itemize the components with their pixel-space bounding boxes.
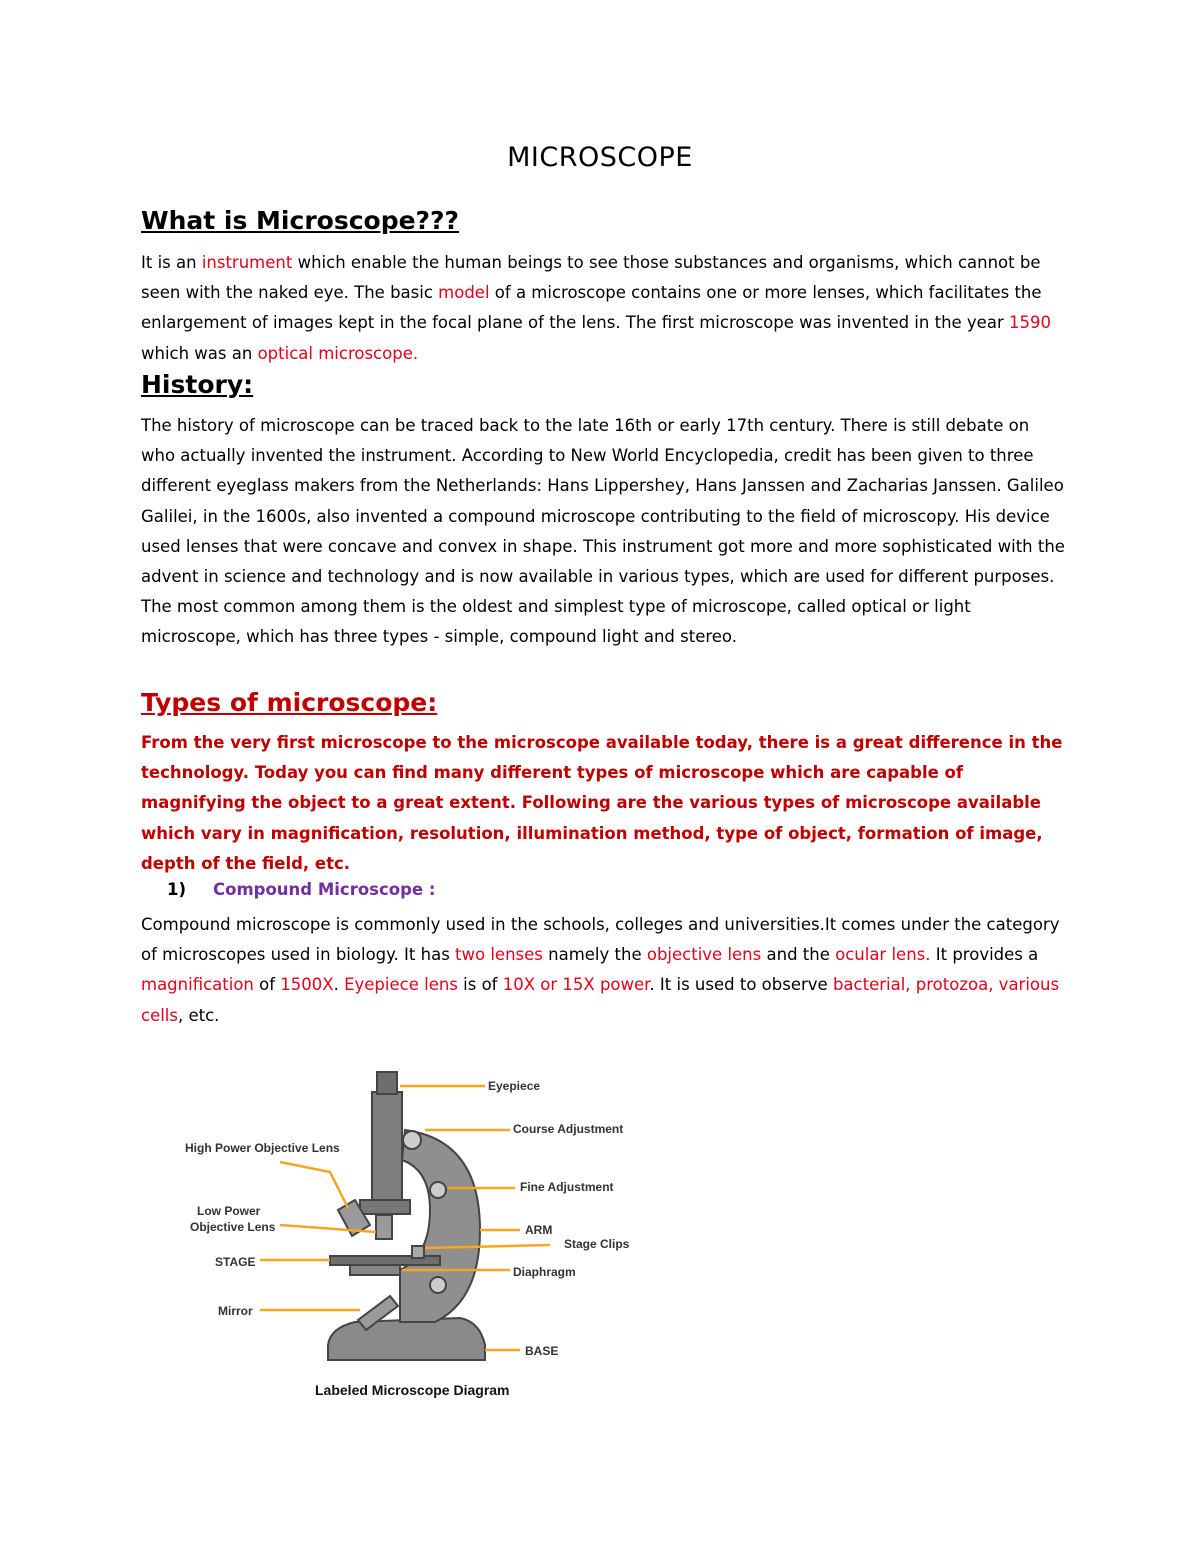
stage-clip-part — [412, 1246, 424, 1258]
highlight-model: model — [438, 283, 490, 303]
fine-knob — [430, 1182, 446, 1198]
text-run: namely the — [542, 945, 647, 965]
text-run: which was an — [141, 343, 258, 363]
highlight-ocular: ocular lens. — [835, 945, 931, 965]
text-run: It is an — [141, 253, 202, 272]
label-arm: ARM — [525, 1223, 553, 1237]
highlight-instrument: instrument — [201, 253, 293, 272]
text-run: . — [333, 975, 345, 995]
highlight-1500x: 1500X — [280, 975, 334, 995]
text-run: Compound microscope is commonly used in the schools, colleges and universities.It comes under the category of microscopes used in biology. It has — [141, 915, 1060, 965]
text-run: of a microscope contains one or more lenses, which facilitates the enlargement of images kept in the focal plane of the lens. The first microscope was invented in the year — [141, 283, 1042, 333]
microscope-diagram — [180, 1060, 640, 1410]
highlight-eyepiece: Eyepiece lens — [344, 975, 458, 995]
highlight-magnification: magnification — [141, 975, 254, 995]
label-fine: Fine Adjustment — [520, 1180, 614, 1194]
text-run: It provides a — [930, 945, 1039, 965]
label-base: BASE — [525, 1344, 559, 1358]
text-run: and the — [761, 945, 836, 965]
label-mirror: Mirror — [218, 1304, 253, 1318]
text-run: which enable the human beings to see those substances and organisms, which cannot be seen with the naked eye. The basic — [141, 253, 1041, 303]
page-title: MICROSCOPE — [507, 142, 693, 173]
compound-paragraph — [141, 910, 1066, 1031]
what-heading: What is Microscope??? — [141, 206, 460, 235]
compound-subheading — [167, 880, 435, 899]
highlight-power: 10X or 15X power — [502, 975, 650, 995]
low-power-objective — [376, 1215, 392, 1239]
highlight-year: 1590 — [1008, 313, 1051, 333]
list-number: 1) — [167, 880, 187, 899]
highlight-two-lenses: two lenses — [455, 945, 543, 965]
eyepiece-part — [377, 1072, 397, 1094]
history-paragraph: The history of microscope can be traced back to the late 16th or early 17th century. There is still debate on who actually invented the instrument. According to New World Encyclopedia, credit has been given to three different eyeglass makers from the Netherlands: Hans Lippershey, Hans Janssen and Zacharias Janssen. Galileo Galilei, in the 1600s, also invented a compound microscope contributing to the field of microscopy. His device used lenses that were concave and convex in shape. This instrument got more and more sophisticated with the advent in science and technology and is now available in various types, which are used for different purposes. The most common among them is the oldest and simplest type of microscope, called optical or light microscope, which has three types - simple, compound light and stereo. — [141, 416, 1065, 647]
diaphragm-part — [350, 1265, 400, 1275]
text-run: of — [253, 975, 281, 995]
text-run: is of — [457, 975, 503, 995]
text-run: . It is used to observe — [649, 975, 833, 995]
history-heading: History: — [141, 370, 254, 399]
compound-label: Compound Microscope : — [213, 880, 436, 899]
nosepiece — [360, 1200, 410, 1214]
highlight-bacterial: bacterial, protozoa, various cells — [141, 975, 1060, 1025]
highlight-optical: optical microscope. — [257, 343, 419, 363]
highlight-objective: objective lens — [646, 945, 762, 965]
label-eyepiece: Eyepiece — [488, 1079, 541, 1093]
text-run: , etc. — [178, 1005, 220, 1025]
label-low-power-1: Low Power — [197, 1204, 261, 1218]
body-tube — [372, 1092, 402, 1202]
label-stage: STAGE — [215, 1255, 256, 1269]
leader-high-power — [280, 1162, 348, 1208]
label-coarse: Course Adjustment — [513, 1122, 624, 1136]
label-high-power: High Power Objective Lens — [185, 1141, 340, 1155]
label-stage-clips: Stage Clips — [564, 1237, 630, 1251]
label-diaphragm: Diaphragm — [513, 1265, 576, 1279]
label-low-power-2: Objective Lens — [190, 1220, 276, 1234]
coarse-knob — [403, 1131, 421, 1149]
types-heading: Types of microscope: — [141, 688, 438, 717]
diagram-caption: Labeled Microscope Diagram — [315, 1382, 510, 1398]
microscope-base — [328, 1318, 485, 1360]
what-paragraph — [141, 248, 1066, 369]
arm-knob — [430, 1277, 446, 1293]
types-paragraph: From the very first microscope to the microscope available today, there is a great difference in the technology. Today you can find many different types of microscope which are capable of magnifying the object to a great extent. Following are the various types of microscope available which vary in magnification, resolution, illumination method, type of object, formation of image, depth of the field, etc. — [141, 733, 1063, 873]
